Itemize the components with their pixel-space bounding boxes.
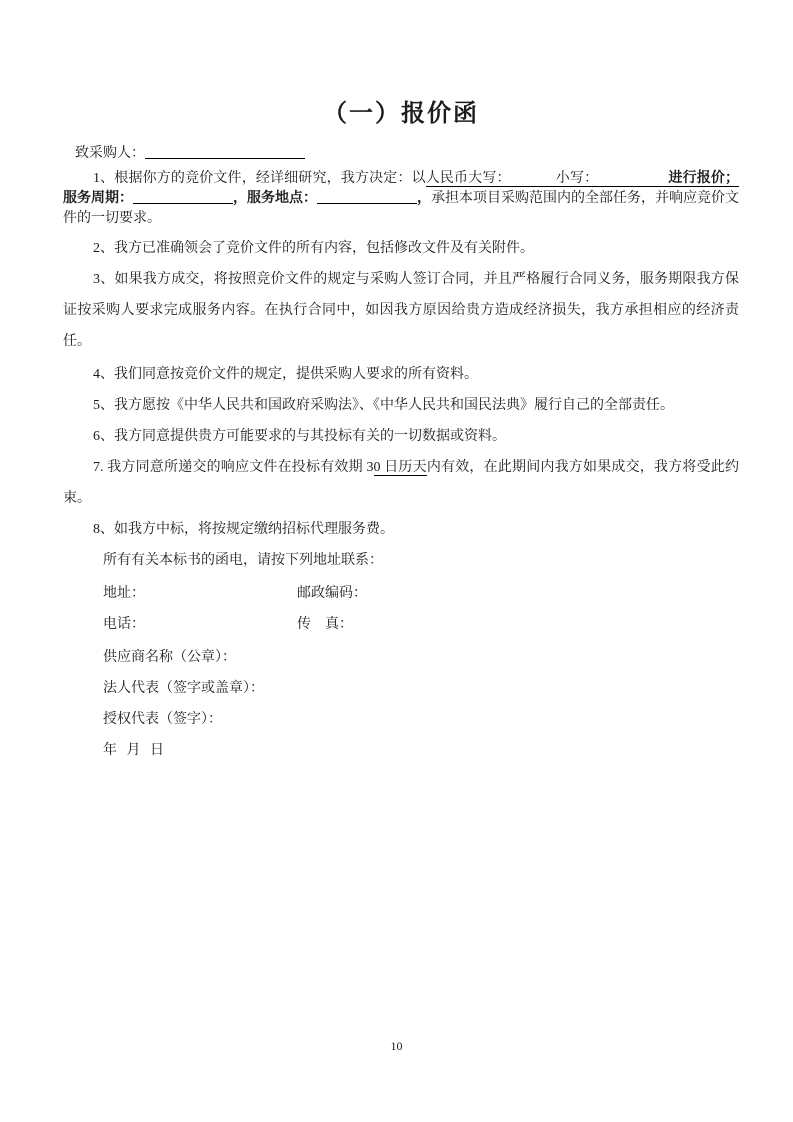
paragraph-7 [63,452,739,514]
postal-code-label: 邮政编码： [297,586,367,601]
legal-representative-line: 法人代表（签字或盖章）： [103,681,264,696]
salutation-label: 致采购人： [75,146,145,161]
supplier-name-line: 供应商名称（公章）： [103,650,236,665]
paragraph-7-suffix: 内有效，在此期间内我方如果成交，我方将受此约束。 [63,460,740,506]
authorized-representative-line: 授权代表（签字）： [103,712,222,727]
paragraph-2: 2、我方已准确领会了竞价文件的所有内容，包括修改文件及有关附件。 [93,241,534,256]
contact-intro: 所有有关本标书的函电，请按下列地址联系： [103,553,383,568]
blank-line-amount-lowercase [598,181,668,182]
blank-line-service-period [133,202,233,204]
paragraph-7-prefix: 7. 我方同意所递交的响应文件在投标有效期 3 [93,460,374,475]
paragraph-1-underlined-run [426,171,739,187]
comma-after-period: ， [233,191,247,206]
paragraph-3: 3、如果我方成交，将按照竞价文件的规定与采购人签订合同，并且严格履行合同义务，服务期限我方保证按采购人要求完成服务内容。在执行合同中，如因我方原因给贵方造成经济损失，我方承担相应的经济责任。 [63,272,739,349]
service-period-label: 服务周期： [63,191,133,206]
address-label: 地址： [103,586,145,601]
validity-days-underlined: 0 日历天 [373,460,427,475]
rmb-uppercase-label: 人民币大写： [425,171,511,186]
paragraph-1-prefix: 1、根据你方的竞价文件，经详细研究，我方决定：以 [93,171,426,186]
paragraph-6: 6、我方同意提供贵方可能要求的与其投标有关的一切数据或资料。 [93,429,506,444]
salutation-line [63,144,739,164]
fax-label: 传 真： [297,617,353,632]
blank-line-amount-uppercase [511,181,556,182]
page-number: 10 [390,1039,403,1053]
paragraph-5: 5、我方愿按《中华人民共和国政府采购法》、《中华人民共和国民法典》履行自己的全部责任。 [93,398,674,413]
paragraph-1-suffix: 承担本项目采购范围内的全部任务，并响应竞价文件的一切要求。 [63,191,739,226]
paragraph-1 [63,169,739,229]
phone-label: 电话： [103,617,145,632]
paragraph-8: 8、如我方中标，将按规定缴纳招标代理服务费。 [93,522,394,537]
paragraph-4: 4、我们同意按竞价文件的规定，提供采购人要求的所有资料。 [93,367,478,382]
blank-line-purchaser [145,157,305,159]
quote-label: 进行报价； [668,171,740,186]
blank-line-service-location [317,202,417,204]
date-line: 年 月 日 [103,743,164,758]
contact-row-address [63,578,739,609]
service-location-label: 服务地点： [247,191,317,206]
contact-row-phone [63,609,739,640]
document-title: （一）报价函 [323,101,479,127]
comma-after-location: ， [417,191,431,206]
lowercase-label: 小写： [555,171,599,186]
